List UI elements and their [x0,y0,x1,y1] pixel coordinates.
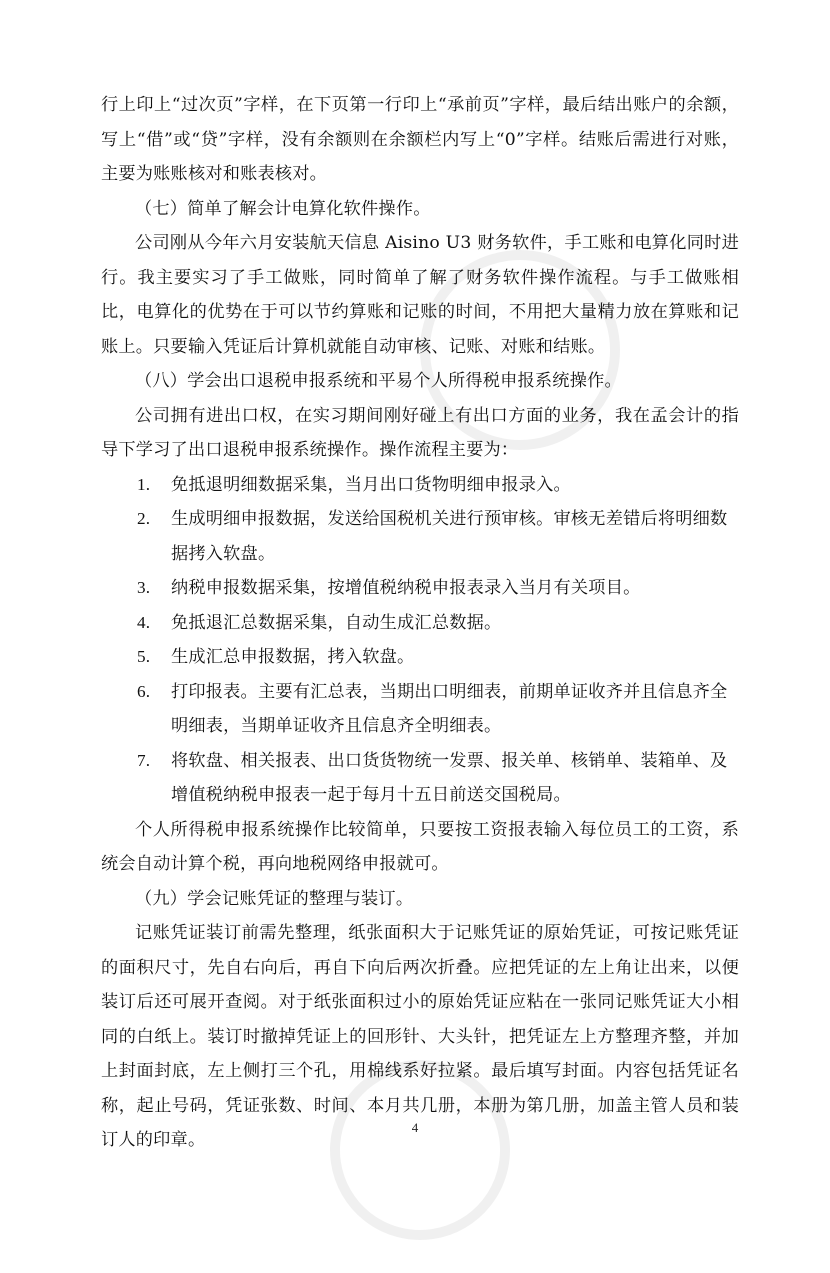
list-item-number: 5. [137,647,151,666]
paragraph: 个人所得税申报系统操作比较简单，只要按工资报表输入每位员工的工资，系统会自动计算个税，再向地税网络申报就可。 [101,819,739,874]
procedure-list [101,468,739,813]
paragraph: 记账凭证装订前需先整理，纸张面积大于记账凭证的原始凭证，可按记账凭证的面积尺寸，先自右向后，再自下向后两次折叠。应把凭证的左上角让出来，以便装订后还可展开查阅。对于纸张面积过小的原始凭证应粘在一张同记账凭证大小相同的白纸上。装订时撤掉凭证上的回形针、大头针，把凭证左上方整理齐整，并加上封面封底，左上侧打三个孔，用棉线系好拉紧。最后填写封面。内容包括凭证名称，起止号码，凭证张数、时间、本月共几册，本册为第几册，加盖主管人员和装订人的印章。 [101,923,739,1150]
list-item-text: 纳税申报数据采集，按增值税纳税申报表录入当月有关项目。 [171,578,641,598]
list-item [101,640,739,675]
paragraph: 公司拥有进出口权，在实习期间刚好碰上有出口方面的业务，我在孟会计的指导下学习了出口退税申报系统操作。操作流程主要为： [101,405,739,460]
list-item [101,502,739,571]
list-item-text: 生成明细申报数据，发送给国税机关进行预审核。审核无差错后将明细数据拷入软盘。 [171,509,728,564]
list-item-number: 1. [137,474,151,494]
document-body [101,88,739,1158]
paragraph: 行上印上“过次页”字样，在下页第一行印上“承前页”字样，最后结出账户的余额，写上“借”或“贷”字样，没有余额则在余额栏内写上“0”字样。结账后需进行对账，主要为账账核对和账表核对。 [101,95,739,184]
section-heading-7: （七）简单了解会计电算化软件操作。 [135,198,431,219]
list-item-text: 免抵退汇总数据采集，自动生成汇总数据。 [171,612,502,633]
paragraph: 公司刚从今年六月安装航天信息 Aisino U3 财务软件，手工账和电算化同时进行。我主要实习了手工做账，同时简单了解了财务软件操作流程。与手工做账相比，电算化的优势在于可以节约算账和记账的时间，不用把大量精力放在算账和记账上。只要输入凭证后计算机就能自动审核、记账、对账和结账。 [101,233,739,357]
list-item-text: 生成汇总申报数据，拷入软盘。 [171,647,415,667]
page-number: 4 [411,1120,419,1135]
section-heading-8: （八）学会出口退税申报系统和平易个人所得税申报系统操作。 [135,371,622,391]
list-item [101,744,739,813]
list-item-text: 打印报表。主要有汇总表，当期出口明细表，前期单证收齐并且信息齐全明细表，当期单证收齐且信息齐全明细表。 [171,681,728,736]
list-item-number: 3. [137,578,151,597]
list-item-text: 将软盘、相关报表、出口货货物统一发票、报关单、核销单、装箱单、及增值税纳税申报表一起于每月十五日前送交国税局。 [171,750,728,805]
section-heading-9: （九）学会记账凭证的整理与装订。 [135,888,414,909]
list-item-number: 4. [137,612,151,632]
list-item [101,571,739,606]
list-item [101,606,739,641]
list-item [101,468,739,503]
list-item-number: 7. [137,750,151,770]
list-item-number: 2. [137,509,151,528]
list-item-text: 免抵退明细数据采集，当月出口货物明细申报录入。 [171,474,571,495]
list-item [101,675,739,744]
list-item-number: 6. [137,681,151,701]
